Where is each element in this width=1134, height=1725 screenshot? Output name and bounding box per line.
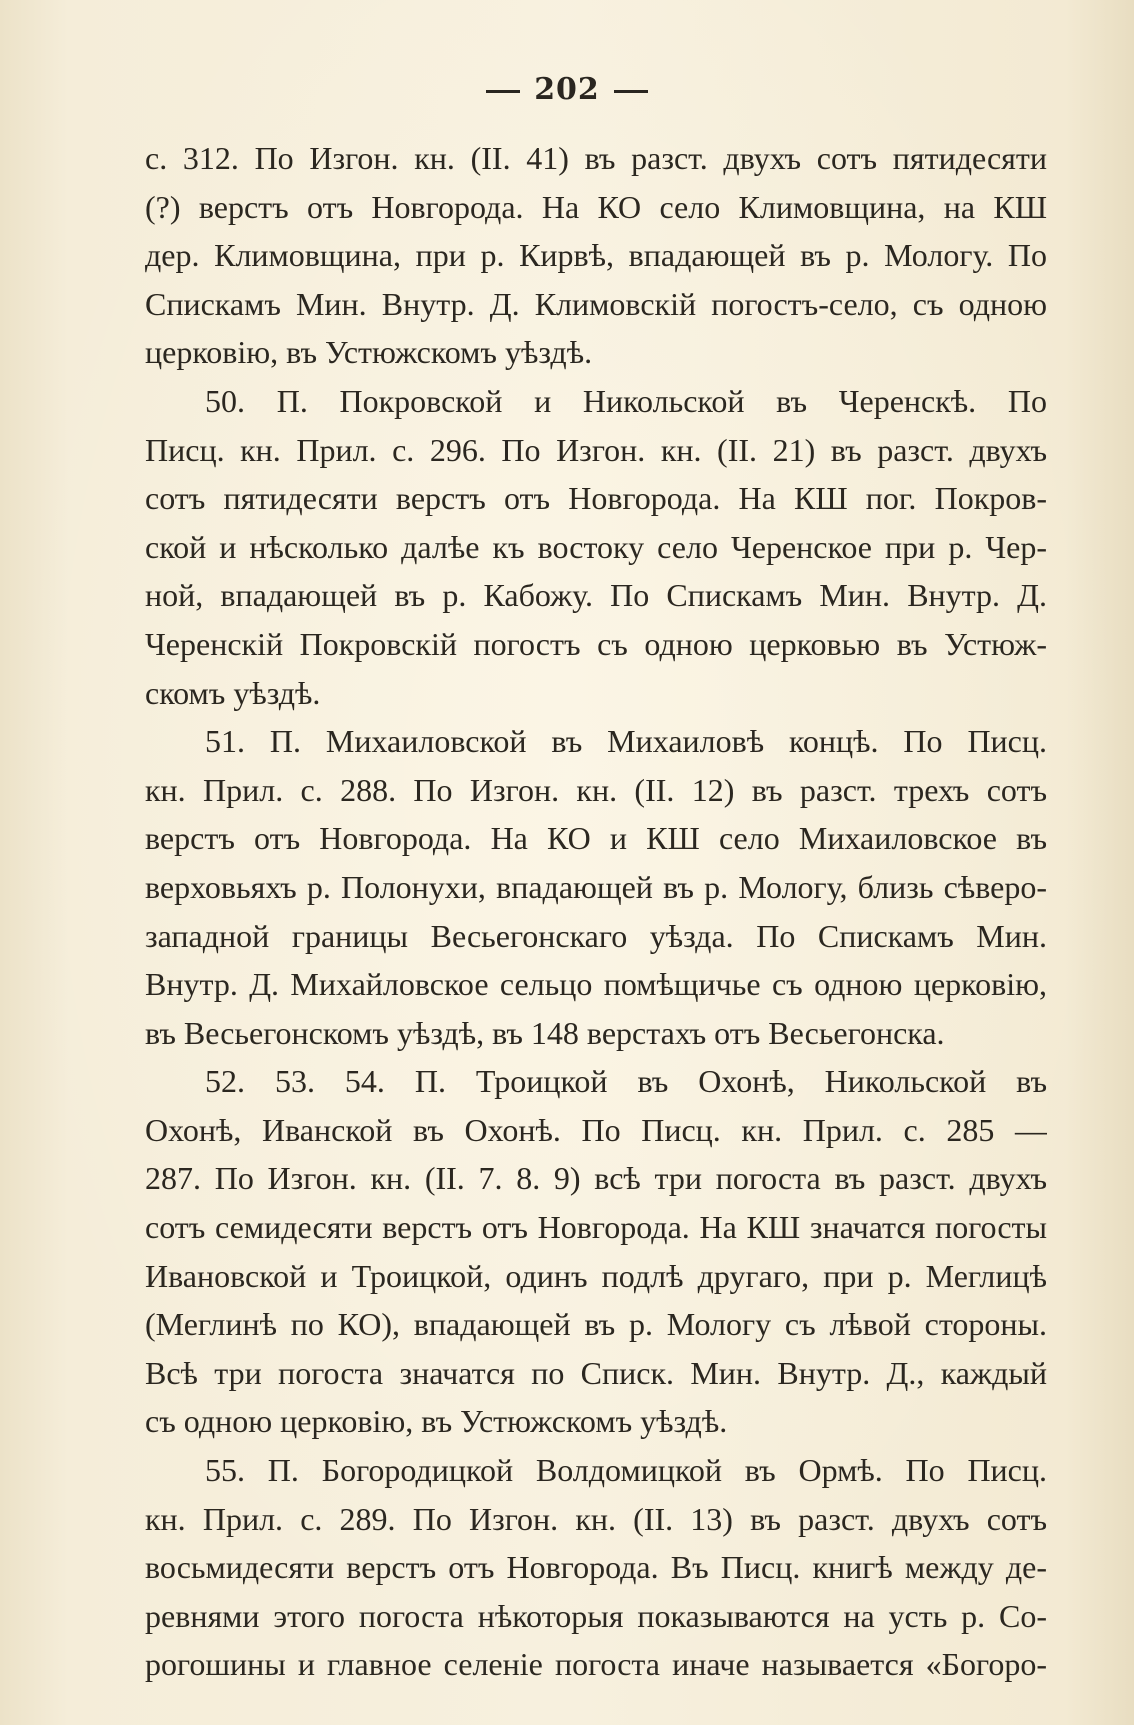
text-line: (Меглинѣ по КО), впадающей въ р. Мологу съ лѣвой стороны. (145, 1306, 1047, 1343)
text-line: восьмидесяти верстъ отъ Новгорода. Въ Писц. книгѣ между де- (145, 1549, 1047, 1586)
text-line: Черенскій Покровскій погостъ съ одною церковью въ Устюж- (145, 625, 1047, 662)
text-line: (?) верстъ отъ Новгорода. На КО село Климовщина, на КШ (145, 188, 1047, 225)
text-line: Ивановской и Троицкой, одинъ подлѣ другаго, при р. Меглицѣ (145, 1257, 1047, 1294)
text-line: Всѣ три погоста значатся по Списк. Мин. Внутр. Д., каждый (145, 1354, 1047, 1391)
text-line: церковію, въ Устюжскомъ уѣздѣ. (145, 334, 593, 371)
text-line: Писц. кн. Прил. с. 296. По Изгон. кн. (II. 21) въ разст. двухъ (145, 431, 1047, 468)
text-line: Охонѣ, Иванской въ Охонѣ. По Писц. кн. Прил. с. 285 — (145, 1111, 1047, 1148)
text-line: ревнями этого погоста нѣкоторыя показываются на усть р. Со- (145, 1597, 1047, 1634)
text-line: 51. П. Михаиловской въ Михаиловѣ концѣ. По Писц. (205, 723, 1047, 760)
text-line: западной границы Весьегонскаго уѣзда. По Спискамъ Мин. (145, 917, 1047, 954)
text-line: кн. Прил. с. 288. По Изгон. кн. (II. 12) въ разст. трехъ сотъ (145, 771, 1047, 808)
text-line: дер. Климовщина, при р. Кирвѣ, впадающей въ р. Мологу. По (145, 237, 1047, 274)
page-number: 202 (534, 72, 600, 107)
text-line: ной, впадающей въ р. Кабожу. По Спискамъ Мин. Внутр. Д. (145, 577, 1047, 614)
text-line: 52. 53. 54. П. Троицкой въ Охонѣ, Никольской въ (205, 1063, 1047, 1100)
header-dash-right (614, 90, 648, 93)
text-line: верстъ отъ Новгорода. На КО и КШ село Михаиловское въ (145, 820, 1047, 857)
text-line: сотъ пятидесяти верстъ отъ Новгорода. На КШ пог. Покров- (145, 480, 1047, 517)
text-line: 55. П. Богородицкой Волдомицкой въ Ормѣ. По Писц. (205, 1452, 1047, 1489)
text-line: ской и нѣсколько далѣе къ востоку село Черенское при р. Чер- (145, 528, 1047, 565)
text-line: рогошины и главное селеніе погоста иначе называется «Богоро- (145, 1646, 1047, 1683)
body-text (145, 134, 1047, 1689)
text-line: 287. По Изгон. кн. (II. 7. 8. 9) всѣ три погоста въ разст. двухъ (145, 1160, 1047, 1197)
text-line: въ Весьегонскомъ уѣздѣ, въ 148 верстахъ отъ Весьегонска. (145, 1014, 945, 1051)
text-line: верховьяхъ р. Полонухи, впадающей въ р. Мологу, близь сѣверо- (145, 868, 1047, 905)
header-dash-left (486, 90, 520, 93)
text-line: сотъ семидесяти верстъ отъ Новгорода. На КШ значатся погосты (145, 1209, 1047, 1246)
text-line: скомъ уѣздѣ. (145, 674, 321, 711)
text-line: с. 312. По Изгон. кн. (II. 41) въ разст. двухъ сотъ пятидесяти (145, 140, 1047, 176)
text-line: 50. П. Покровской и Никольской въ Черенскѣ. По (205, 382, 1047, 419)
text-line: съ одною церковію, въ Устюжскомъ уѣздѣ. (145, 1403, 728, 1440)
text-line: кн. Прил. с. 289. По Изгон. кн. (II. 13) въ разст. двухъ сотъ (145, 1500, 1047, 1537)
page-header (0, 72, 1134, 107)
text-line: Спискамъ Мин. Внутр. Д. Климовскій погостъ-село, съ одною (145, 285, 1047, 322)
text-line: Внутр. Д. Михайловское сельцо помѣщичье съ одною церковію, (145, 966, 1047, 1003)
